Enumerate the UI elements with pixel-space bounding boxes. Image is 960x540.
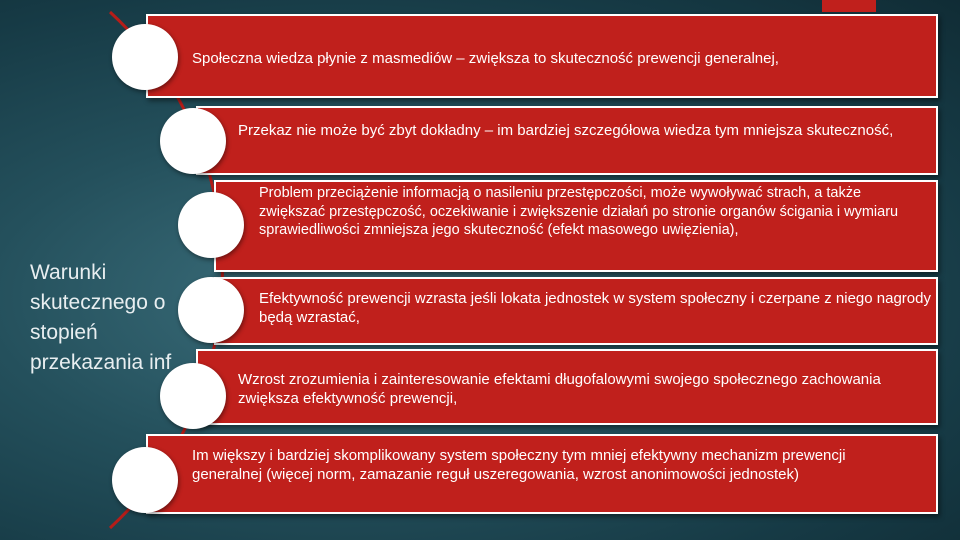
- item-text-3: Problem przeciążenie informacją o nasileniu przestępczości, może wywoływać strach, a także zwiększać przestępczość, oczekiwanie i zwiększenie działań po stronie organów ścigania i wymiaru sprawiedliwości zmniejsza jego skuteczność (efekt masowego uwięzienia),: [259, 185, 899, 238]
- side-title-line: Warunki: [30, 261, 107, 284]
- top-accent-bar: [822, 0, 876, 12]
- item-text-6: Im większy i bardziej skomplikowany system społeczny tym mniej efektywny mechanizm prewencji generalnej (więcej norm, zamazanie reguł uszeregowania, wzrost anonimowości jednostek): [192, 447, 846, 483]
- bullet-circle-3: [178, 192, 244, 258]
- item-box-2: [196, 106, 938, 175]
- side-title-line: skutecznego o: [30, 291, 166, 314]
- item-text-5: Wzrost zrozumienia i zainteresowanie efektami długofalowymi swojego społecznego zachowania zwiększa efektywność prewencji,: [238, 371, 881, 407]
- item-text-2: Przekaz nie może być zbyt dokładny – im bardziej szczegółowa wiedza tym mniejsza skuteczność,: [238, 122, 894, 139]
- item-text-1: Społeczna wiedza płynie z masmediów – zwiększa to skuteczność prewencji generalnej,: [192, 50, 779, 67]
- bullet-circle-2: [160, 108, 226, 174]
- side-title-line: stopień: [30, 321, 98, 344]
- bullet-circle-5: [160, 363, 226, 429]
- side-title: [30, 258, 190, 378]
- item-text-4: Efektywność prewencji wzrasta jeśli lokata jednostek w system społeczny i czerpane z niego nagrody będą wzrastać,: [259, 290, 931, 326]
- bullet-circle-4: [178, 277, 244, 343]
- bullet-circle-1: [112, 24, 178, 90]
- item-box-4: [214, 277, 938, 345]
- item-box-1: [146, 14, 938, 98]
- item-box-3: [214, 180, 938, 272]
- bullet-circle-6: [112, 447, 178, 513]
- item-box-5: [196, 349, 938, 425]
- item-box-6: [146, 434, 938, 514]
- side-title-line: przekazania inf: [30, 351, 172, 374]
